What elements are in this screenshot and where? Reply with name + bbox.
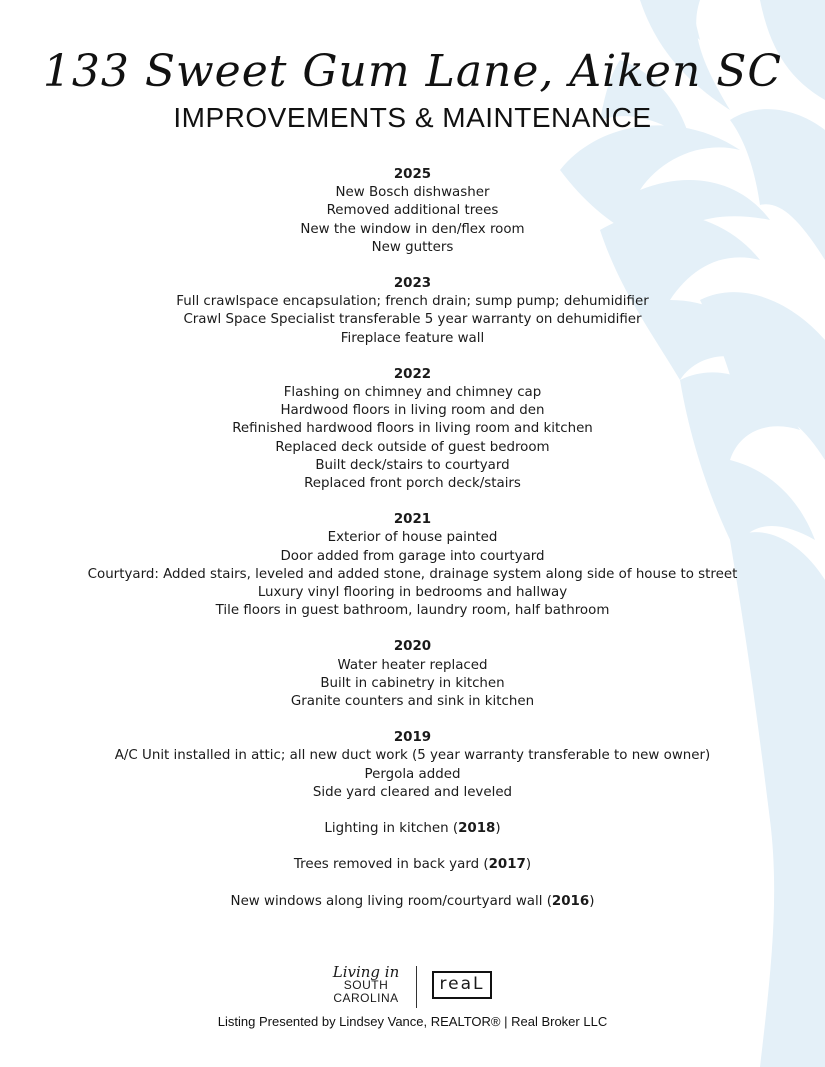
improvements-list: [0, 166, 825, 929]
improvement-item: Full crawlspace encapsulation; french drain; sump pump; dehumidifier: [176, 294, 649, 310]
improvement-item: Built deck/stairs to courtyard: [315, 457, 510, 473]
improvement-item: Granite counters and sink in kitchen: [290, 694, 535, 710]
improvement-item: Refinished hardwood floors in living room and kitchen: [232, 421, 593, 437]
page-title: IMPROVEMENTS & MAINTENANCE: [173, 102, 652, 133]
item-year: 2016: [551, 893, 590, 909]
real-broker-logo: reaL: [432, 971, 492, 999]
property-address: 133 Sweet Gum Lane, Aiken SC: [42, 46, 783, 97]
improvement-item: Pergola added: [364, 766, 461, 782]
improvement-item: Removed additional trees: [326, 203, 499, 219]
improvement-item: Door added from garage into courtyard: [280, 548, 545, 564]
item-text: New windows along living room/courtyard wall (: [230, 893, 552, 909]
improvement-item: Replaced deck outside of guest bedroom: [275, 439, 550, 455]
improvement-item: [0, 820, 825, 838]
living-in-south-carolina-logo: Living in SOUTH CAROLINA: [332, 963, 400, 1005]
improvement-item: Side yard cleared and leveled: [312, 784, 513, 800]
improvement-item: New Bosch dishwasher: [335, 185, 490, 201]
improvement-item: Replaced front porch deck/stairs: [304, 476, 521, 492]
year-heading: 2020: [393, 639, 432, 655]
year-section: [0, 729, 825, 802]
improvement-item: Fireplace feature wall: [340, 330, 485, 346]
year-section: [0, 511, 825, 620]
listing-credit: Listing Presented by Lindsey Vance, REALTOR® | Real Broker LLC: [217, 1014, 608, 1029]
year-section: [0, 638, 825, 711]
improvement-item: Built in cabinetry in kitchen: [320, 675, 505, 691]
improvement-item: Courtyard: Added stairs, leveled and added stone, drainage system along side of house to street: [87, 566, 738, 582]
improvement-item: Exterior of house painted: [327, 530, 498, 546]
year-heading: 2023: [393, 276, 432, 292]
improvement-item: Hardwood floors in living room and den: [280, 403, 545, 419]
year-heading: 2019: [393, 730, 432, 746]
year-section: [0, 275, 825, 348]
improvement-item: [0, 856, 825, 874]
improvement-item: Luxury vinyl flooring in bedrooms and hallway: [257, 585, 568, 601]
item-text: Trees removed in back yard (: [293, 857, 489, 873]
improvement-item: New the window in den/flex room: [300, 221, 525, 237]
improvement-item: A/C Unit installed in attic; all new duct work (5 year warranty transferable to new owner): [114, 748, 711, 764]
year-heading: 2021: [393, 512, 432, 528]
improvement-item: [0, 893, 825, 911]
year-section: [0, 166, 825, 257]
year-heading: 2025: [393, 167, 432, 182]
year-section: [0, 366, 825, 493]
year-heading: 2022: [393, 366, 432, 382]
item-close: ): [589, 893, 595, 909]
item-close: ): [525, 857, 532, 873]
improvement-item: Flashing on chimney and chimney cap: [283, 385, 542, 401]
footer-logos: [0, 964, 825, 1010]
improvement-item: Crawl Space Specialist transferable 5 year warranty on dehumidifier: [183, 312, 642, 328]
item-text: Lighting in kitchen (: [324, 821, 459, 837]
logo-divider: [416, 966, 417, 1008]
item-close: ): [495, 821, 501, 837]
item-year: 2017: [488, 857, 526, 873]
improvement-item: Tile floors in guest bathroom, laundry room, half bathroom: [215, 603, 610, 619]
improvement-item: Water heater replaced: [337, 657, 488, 673]
item-year: 2018: [458, 821, 496, 837]
improvement-item: New gutters: [371, 239, 454, 255]
